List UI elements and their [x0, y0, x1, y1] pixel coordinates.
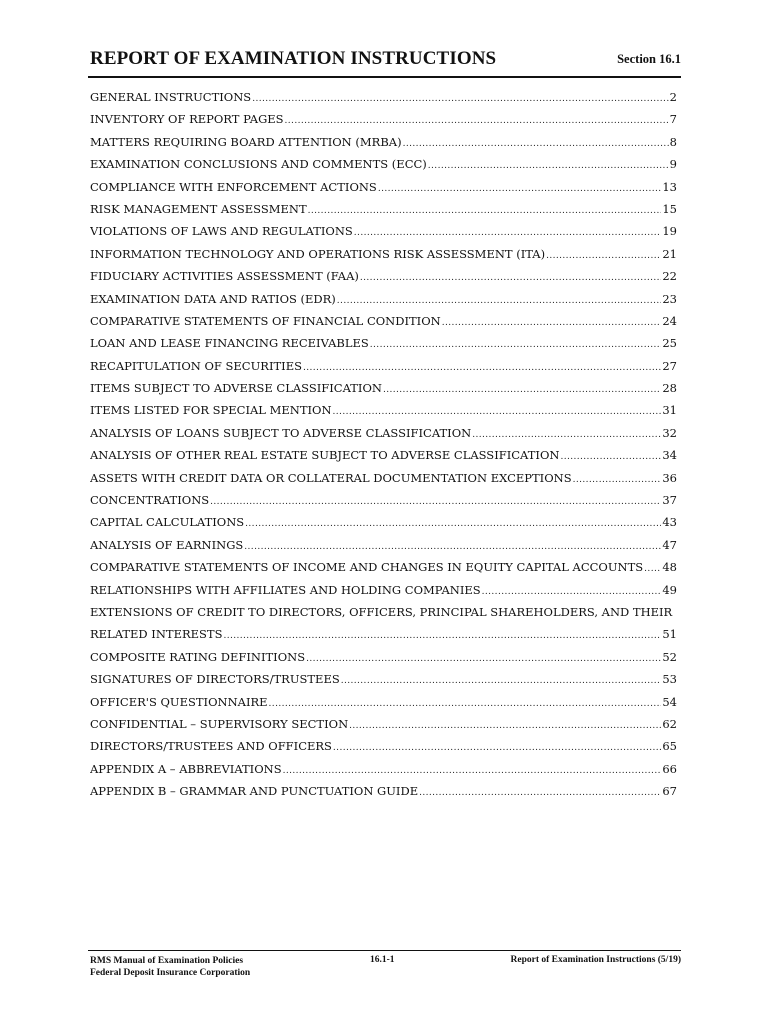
toc-entry-title: ASSETS WITH CREDIT DATA OR COLLATERAL DOCUMENTATION EXCEPTIONS: [90, 470, 572, 485]
toc-entry-page: 2: [669, 90, 677, 104]
toc-dot-leader: [546, 251, 661, 261]
toc-dot-leader: [245, 519, 661, 529]
toc-entry-page: 15: [662, 201, 677, 216]
footer-manual-name: RMS Manual of Examination Policies: [90, 956, 244, 966]
toc-entry-page: 47: [662, 537, 677, 552]
toc-entry[interactable]: [90, 112, 677, 134]
toc-entry-title: COMPARATIVE STATEMENTS OF FINANCIAL CONDITION: [90, 313, 441, 328]
toc-entry[interactable]: [90, 359, 677, 381]
toc-entry-page: 24: [662, 313, 677, 328]
toc-entry-page: 31: [662, 403, 677, 418]
toc-dot-leader: [303, 363, 661, 373]
page-footer: [88, 950, 681, 981]
toc-entry[interactable]: [90, 762, 677, 784]
toc-dot-leader: [306, 654, 661, 664]
toc-entry-title: ITEMS SUBJECT TO ADVERSE CLASSIFICATION: [90, 381, 382, 396]
toc-entry[interactable]: [90, 336, 677, 358]
toc-entry-page: 49: [662, 582, 677, 597]
footer-page-number: 16.1-1: [370, 955, 395, 965]
toc-entry-page: 23: [662, 291, 677, 306]
toc-entry-page: 53: [662, 672, 677, 687]
toc-entry[interactable]: [90, 784, 677, 806]
toc-dot-leader: [252, 94, 668, 104]
toc-entry[interactable]: [90, 493, 677, 515]
toc-entry[interactable]: [90, 247, 677, 269]
toc-dot-leader: [360, 273, 661, 283]
toc-entry[interactable]: [90, 515, 677, 537]
toc-entry-page: 21: [662, 246, 677, 261]
toc-entry-title: ANALYSIS OF EARNINGS: [90, 537, 244, 552]
toc-dot-leader: [573, 475, 662, 485]
toc-entry-title: MATTERS REQUIRING BOARD ATTENTION (MRBA): [90, 134, 402, 149]
toc-entry-page: 54: [662, 694, 677, 709]
toc-dot-leader: [210, 497, 661, 507]
toc-entry-title: GENERAL INSTRUCTIONS: [90, 90, 252, 104]
toc-entry-page: 32: [662, 425, 677, 440]
toc-entry-page: 65: [662, 739, 677, 754]
toc-entry[interactable]: [90, 224, 677, 246]
page-header: [88, 46, 681, 78]
toc-entry[interactable]: [90, 426, 677, 448]
toc-entry-page: 48: [662, 560, 677, 575]
toc-entry-title: COMPLIANCE WITH ENFORCEMENT ACTIONS: [90, 179, 377, 194]
toc-entry-page: 62: [662, 716, 677, 731]
toc-entry[interactable]: [90, 717, 677, 739]
toc-dot-leader: [308, 206, 662, 216]
toc-dot-leader: [354, 228, 662, 238]
toc-entry-page: 9: [669, 157, 677, 172]
toc-entry-title: OFFICER'S QUESTIONNAIRE: [90, 694, 268, 709]
footer-document-title: Report of Examination Instructions (5/19): [510, 955, 681, 965]
toc-dot-leader: [341, 676, 662, 686]
toc-entry[interactable]: [90, 180, 677, 202]
toc-entry-page: 8: [669, 134, 677, 149]
toc-entry[interactable]: [90, 560, 677, 582]
toc-dot-leader: [419, 788, 661, 798]
toc-entry[interactable]: [90, 471, 677, 493]
toc-entry[interactable]: [90, 650, 677, 672]
table-of-contents: [90, 90, 677, 807]
toc-entry-page: 36: [662, 470, 677, 485]
toc-entry-page: 22: [662, 269, 677, 284]
toc-entry-page: 28: [662, 381, 677, 396]
page-title: REPORT OF EXAMINATION INSTRUCTIONS: [90, 48, 497, 69]
toc-entry-title: APPENDIX A – ABBREVIATIONS: [90, 761, 282, 776]
toc-entry-title: EXAMINATION CONCLUSIONS AND COMMENTS (ECC): [90, 157, 427, 172]
toc-entry-title: APPENDIX B – GRAMMAR AND PUNCTUATION GUIDE: [90, 784, 419, 799]
toc-entry[interactable]: [90, 292, 677, 314]
toc-dot-leader: [442, 318, 662, 328]
toc-entry-page: 67: [662, 784, 677, 799]
toc-dot-leader: [333, 407, 662, 417]
toc-entry-page: 7: [669, 112, 677, 127]
toc-dot-leader: [285, 116, 669, 126]
toc-entry-page: 52: [662, 649, 677, 664]
toc-entry[interactable]: [90, 90, 677, 112]
toc-entry[interactable]: [90, 314, 677, 336]
toc-entry-title: INFORMATION TECHNOLOGY AND OPERATIONS RISK ASSESSMENT (ITA): [90, 246, 546, 261]
toc-entry-title: RELATIONSHIPS WITH AFFILIATES AND HOLDING COMPANIES: [90, 582, 481, 597]
toc-entry-page: 43: [662, 515, 677, 530]
toc-entry[interactable]: [90, 202, 677, 224]
section-number: Section 16.1: [617, 52, 681, 66]
toc-entry-title: COMPARATIVE STATEMENTS OF INCOME AND CHANGES IN EQUITY CAPITAL ACCOUNTS: [90, 560, 644, 575]
toc-entry-page: 51: [662, 627, 677, 642]
toc-entry-title: FIDUCIARY ACTIVITIES ASSESSMENT (FAA): [90, 269, 359, 284]
toc-entry-page: 27: [662, 358, 677, 373]
toc-entry-title: LOAN AND LEASE FINANCING RECEIVABLES: [90, 336, 369, 351]
toc-dot-leader: [333, 743, 661, 753]
toc-entry[interactable]: [90, 269, 677, 291]
toc-entry-title: CONFIDENTIAL – SUPERVISORY SECTION: [90, 716, 349, 731]
toc-dot-leader: [337, 296, 662, 306]
toc-entry[interactable]: [90, 135, 677, 157]
toc-entry[interactable]: [90, 403, 677, 425]
toc-entry-title: EXAMINATION DATA AND RATIOS (EDR): [90, 291, 336, 306]
toc-entry-title: ANALYSIS OF LOANS SUBJECT TO ADVERSE CLASSIFICATION: [90, 425, 472, 440]
toc-entry-page: 13: [662, 179, 677, 194]
toc-entry[interactable]: [90, 538, 677, 560]
footer-publication: [90, 955, 250, 979]
toc-entry-title: DIRECTORS/TRUSTEES AND OFFICERS: [90, 739, 332, 754]
toc-entry[interactable]: [90, 448, 677, 470]
toc-entry-page: 66: [662, 761, 677, 776]
toc-entry-title-line: EXTENSIONS OF CREDIT TO DIRECTORS, OFFICERS, PRINCIPAL SHAREHOLDERS, AND THEIR: [90, 604, 673, 619]
toc-dot-leader: [403, 139, 669, 149]
toc-dot-leader: [644, 564, 661, 574]
toc-entry-title: CAPITAL CALCULATIONS: [90, 515, 245, 530]
toc-dot-leader: [283, 766, 662, 776]
toc-entry[interactable]: [90, 381, 677, 403]
toc-entry-title: SIGNATURES OF DIRECTORS/TRUSTEES: [90, 672, 340, 687]
toc-entry-title: RELATED INTERESTS: [90, 627, 223, 642]
toc-entry-title: RECAPITULATION OF SECURITIES: [90, 358, 302, 373]
toc-entry[interactable]: [90, 627, 677, 649]
toc-dot-leader: [472, 430, 661, 440]
toc-entry-title: ANALYSIS OF OTHER REAL ESTATE SUBJECT TO ADVERSE CLASSIFICATION: [90, 448, 560, 463]
toc-entry-page: 34: [662, 448, 677, 463]
toc-entry[interactable]: [90, 739, 677, 761]
toc-entry-title: VIOLATIONS OF LAWS AND REGULATIONS: [90, 224, 353, 239]
toc-entry-title: INVENTORY OF REPORT PAGES: [90, 112, 284, 127]
toc-dot-leader: [223, 631, 661, 641]
toc-dot-leader: [269, 699, 662, 709]
toc-entry[interactable]: [90, 157, 677, 179]
toc-entry-title: CONCENTRATIONS: [90, 493, 210, 508]
toc-entry[interactable]: [90, 695, 677, 717]
toc-dot-leader: [370, 340, 662, 350]
toc-entry-title: COMPOSITE RATING DEFINITIONS: [90, 649, 306, 664]
toc-dot-leader: [560, 452, 661, 462]
toc-entry-page: 37: [662, 493, 677, 508]
toc-dot-leader: [244, 542, 661, 552]
toc-dot-leader: [378, 184, 662, 194]
toc-dot-leader: [349, 721, 661, 731]
toc-entry[interactable]: [90, 672, 677, 694]
toc-entry-title: RISK MANAGEMENT ASSESSMENT: [90, 201, 307, 216]
toc-entry-title: ITEMS LISTED FOR SPECIAL MENTION: [90, 403, 332, 418]
toc-entry[interactable]: [90, 583, 677, 605]
toc-dot-leader: [428, 161, 669, 171]
toc-entry-page: 19: [662, 224, 677, 239]
toc-dot-leader: [482, 587, 662, 597]
footer-agency-name: Federal Deposit Insurance Corporation: [90, 968, 251, 978]
toc-entry-page: 25: [662, 336, 677, 351]
toc-dot-leader: [383, 385, 661, 395]
